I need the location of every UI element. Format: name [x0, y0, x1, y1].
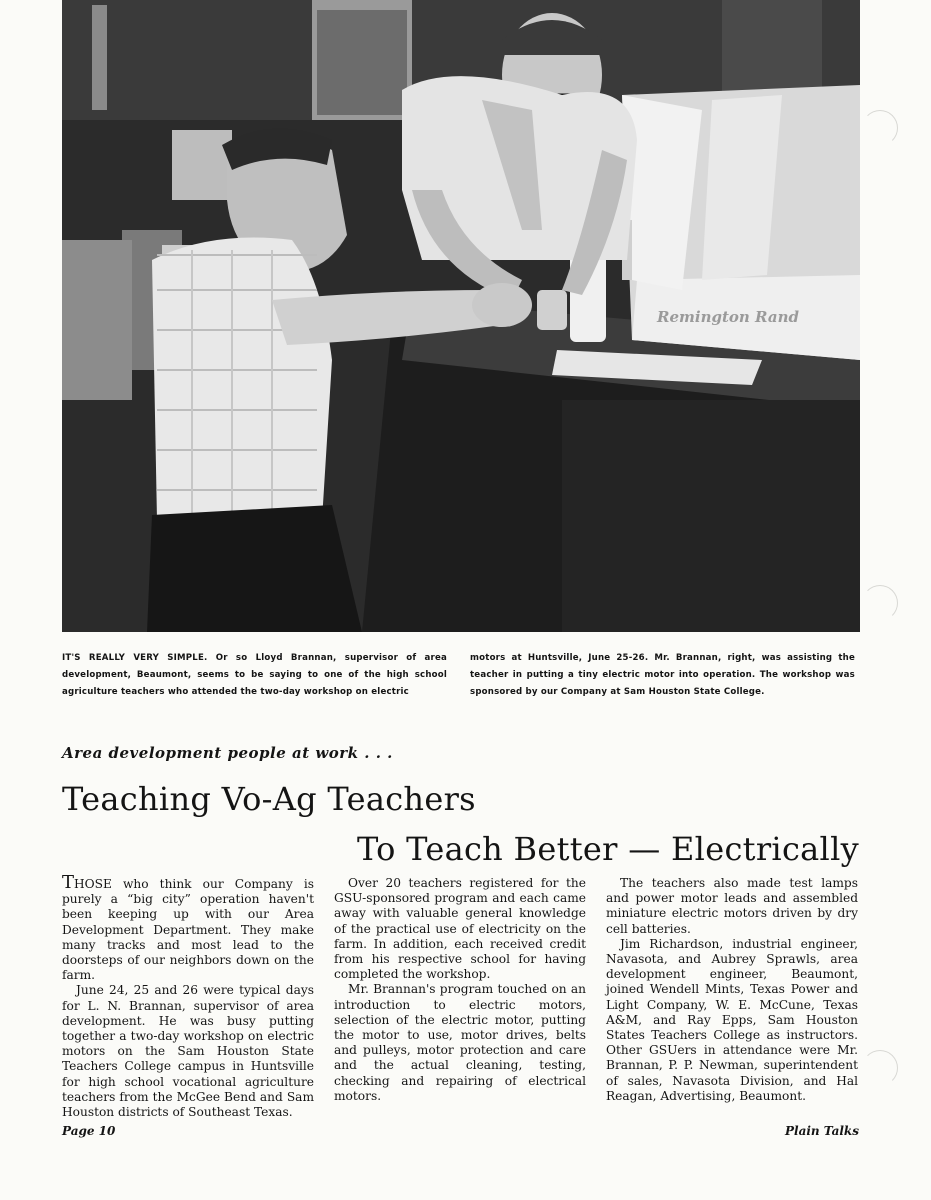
- article-paragraph-6: Jim Richardson, industrial engineer, Navasota, and Aubrey Sprawls, area development engineer, Beaumont, joined Wendell Mints, Texas Power and Light Company, W. E. McCune, Texas A&M, and Ray Epps, Sam Houston States Teachers College as instructors. Other GSUers in attendance were Mr. Brannan, P. P. Newman, superintendent of sales, Navasota Division, and Hal Reagan, Advertising, Beaumont.: [606, 936, 858, 1103]
- page-number: Page 10: [62, 1124, 116, 1138]
- article-column-1: [62, 872, 314, 1120]
- article-column-2: [334, 876, 586, 1104]
- headline-line-2: To Teach Better — Electrically: [356, 830, 859, 868]
- drop-cap: T: [62, 872, 75, 893]
- article-paragraph-2: June 24, 25 and 26 were typical days for L. N. Brannan, supervisor of area development. He was busy putting together a two-day workshop on electric motors on the Sam Houston State Teachers College campus in Huntsville for high school vocational agriculture teachers from the McGee Bend and Sam Houston districts of Southeast Texas.: [62, 983, 314, 1120]
- article-paragraph-4: Mr. Brannan's program touched on an introduction to electric motors, selection of the electric motor, putting the motor to use, motor drives, belts and pulleys, motor protection and care and the actual cleaning, testing, checking and repairing of electrical motors.: [334, 982, 586, 1103]
- binder-hole-top: [862, 110, 898, 146]
- binder-hole-bottom: [862, 1050, 898, 1086]
- publication-name: Plain Talks: [784, 1124, 859, 1138]
- headline-line-1: Teaching Vo-Ag Teachers: [62, 780, 476, 818]
- box-label: Remington Rand: [657, 308, 799, 326]
- binder-hole-middle: [862, 585, 898, 621]
- photo-caption-right: motors at Huntsville, June 25-26. Mr. Brannan, right, was assisting the teacher in putting a tiny electric motor into operation. The workshop was sponsored by our Company at Sam Houston State College.: [470, 653, 855, 697]
- article-kicker: Area development people at work . . .: [62, 744, 393, 762]
- article-paragraph-5: The teachers also made test lamps and power motor leads and assembled miniature electric motors driven by dry cell batteries.: [606, 876, 858, 936]
- article-photo: [62, 0, 860, 632]
- article-paragraph-3: Over 20 teachers registered for the GSU-sponsored program and each came away with valuable general knowledge of the practical use of electricity on the farm. In addition, each received credit from his respective school for having completed the workshop.: [334, 876, 586, 982]
- article-paragraph-1: THOSE who think our Company is purely a “big city” operation haven't been keeping up with our Area Development Department. They make many tracks and most lead to the doorsteps of our neighbors down on the farm.: [62, 872, 314, 983]
- article-column-3: [606, 876, 858, 1104]
- photo-caption-left: IT'S REALLY VERY SIMPLE. Or so Lloyd Brannan, supervisor of area development, Beaumont, seems to be saying to one of the high school agriculture teachers who attended the two-day workshop on electric: [62, 653, 447, 697]
